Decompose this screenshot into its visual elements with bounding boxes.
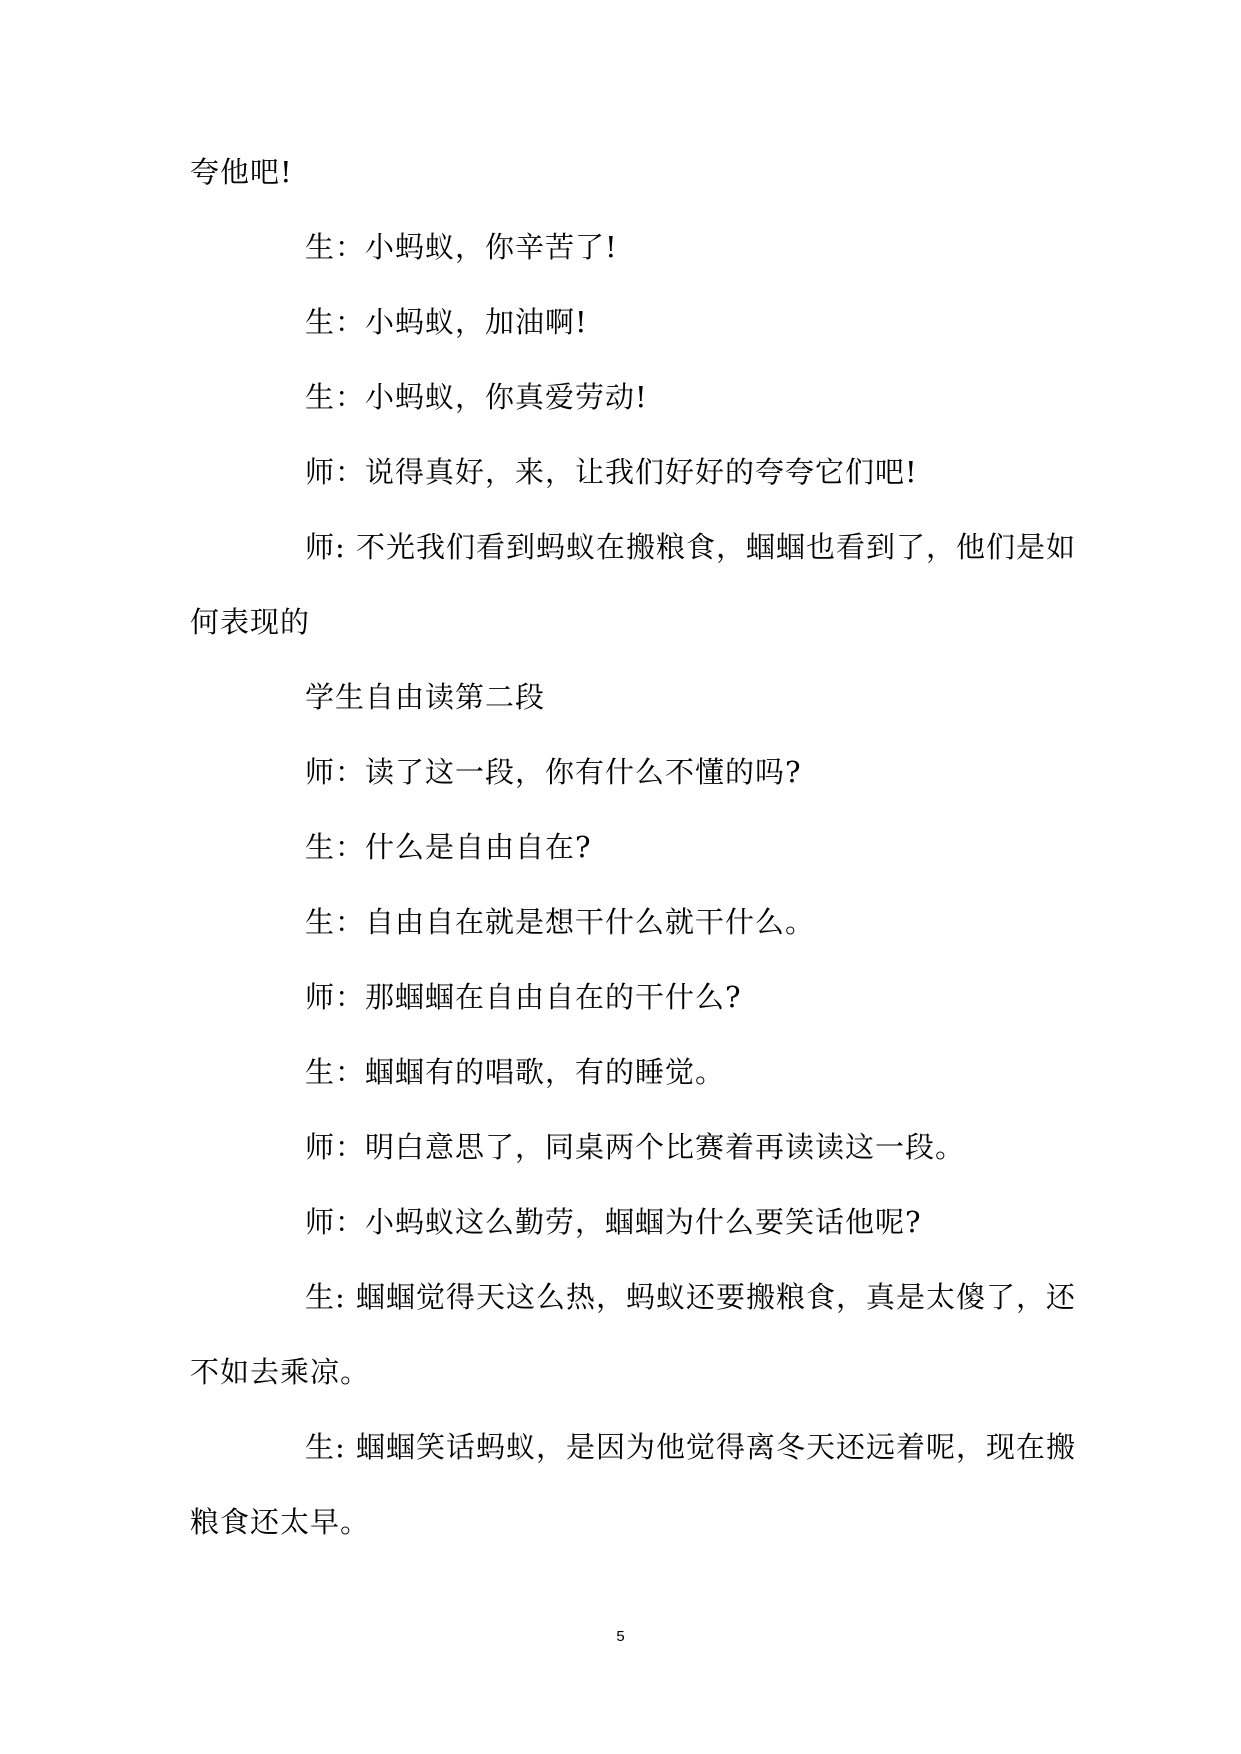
text-line: 何表现的: [190, 605, 311, 639]
text-line: 生：小蚂蚁，你辛苦了!: [305, 230, 618, 264]
text-line: 师：那蝈蝈在自由自在的干什么?: [305, 980, 742, 1014]
text-line: 夸他吧!: [190, 155, 293, 189]
text-line: 师：说得真好，来，让我们好好的夸夸它们吧!: [305, 455, 918, 489]
text-line: 生: 蝈蝈觉得天这么热，蚂蚁还要搬粮食，真是太傻了，还: [305, 1280, 1076, 1314]
text-line: 学生自由读第二段: [305, 680, 546, 714]
text-line: 粮食还太早。: [190, 1505, 371, 1539]
text-line: 生：什么是自由自在?: [305, 830, 592, 864]
text-line: 生：小蚂蚁，加油啊!: [305, 305, 588, 339]
text-line: 生：蝈蝈有的唱歌，有的睡觉。: [305, 1055, 726, 1089]
text-line: 师：明白意思了，同桌两个比赛着再读读这一段。: [305, 1130, 966, 1164]
text-line: 师: 不光我们看到蚂蚁在搬粮食，蝈蝈也看到了，他们是如: [305, 530, 1076, 564]
text-line: 生：小蚂蚁，你真爱劳动!: [305, 380, 648, 414]
page-number: 5: [616, 1628, 625, 1645]
text-line: 生：自由自在就是想干什么就干什么。: [305, 905, 816, 939]
text-line: 不如去乘凉。: [190, 1355, 371, 1389]
text-line: 生: 蝈蝈笑话蚂蚁，是因为他觉得离冬天还远着呢，现在搬: [305, 1430, 1076, 1464]
text-line: 师：读了这一段，你有什么不懂的吗?: [305, 755, 802, 789]
text-line: 师：小蚂蚁这么勤劳，蝈蝈为什么要笑话他呢?: [305, 1205, 922, 1239]
